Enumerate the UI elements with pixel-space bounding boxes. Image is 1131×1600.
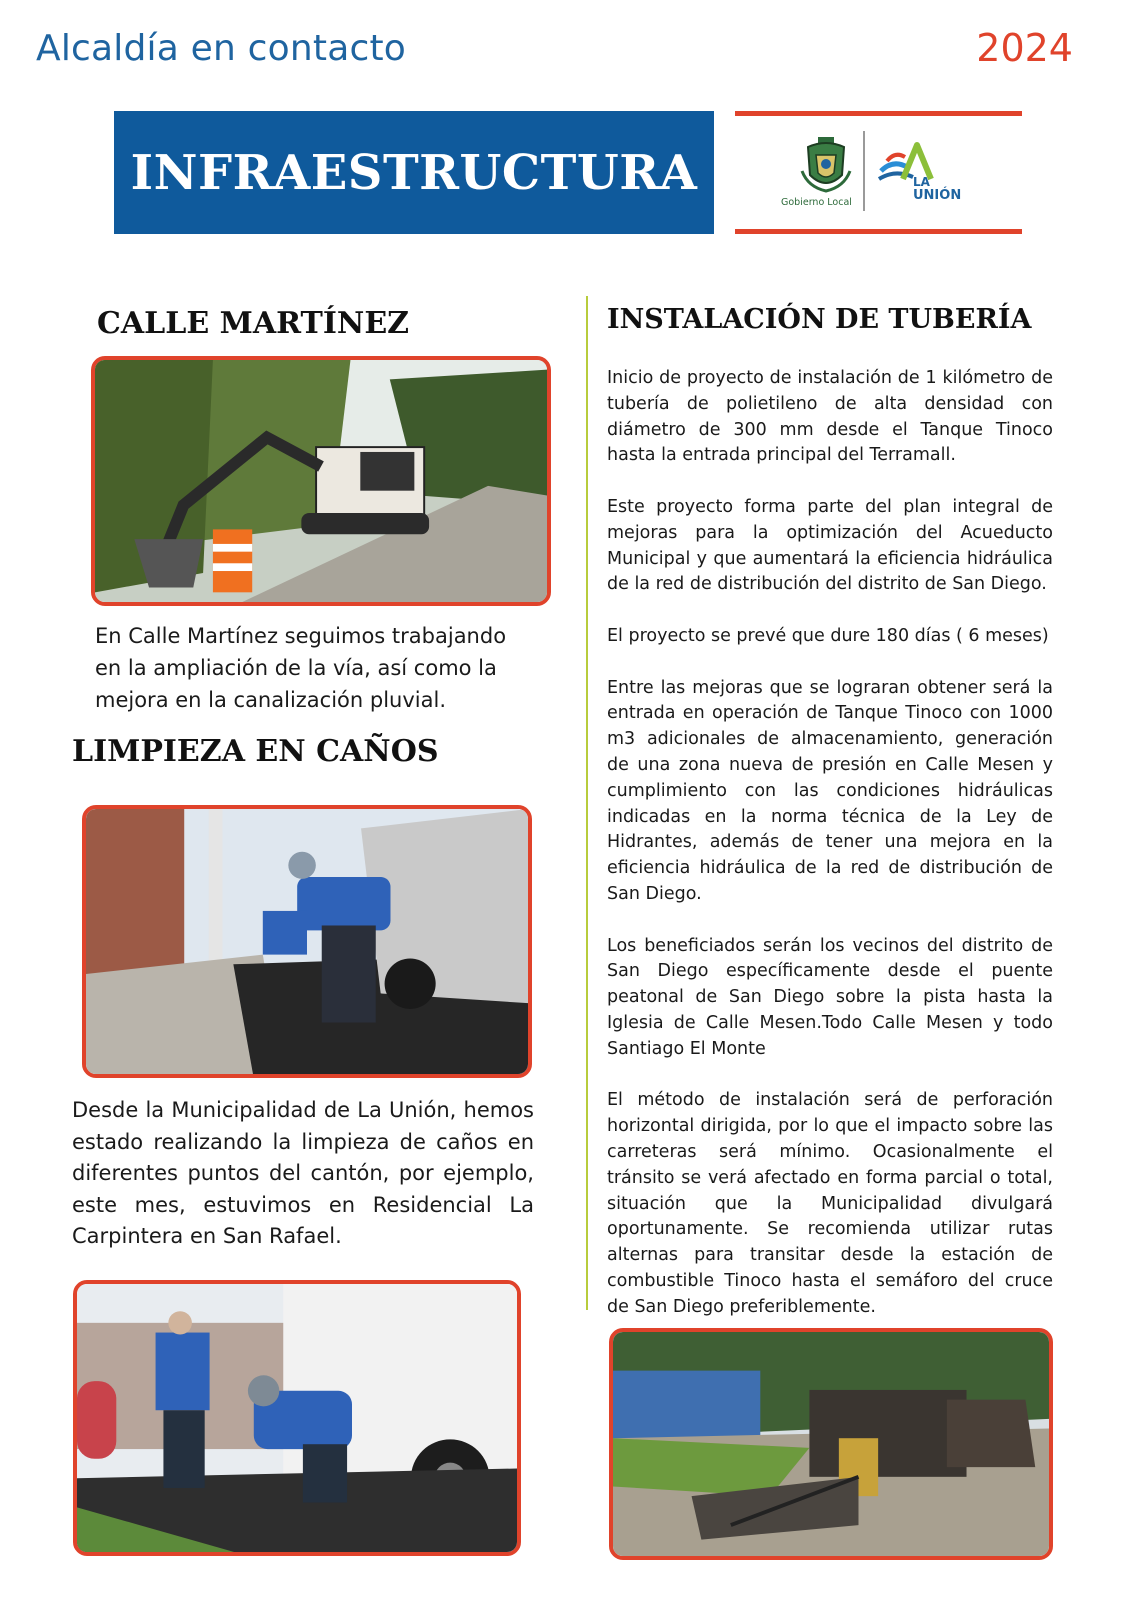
tuberia-paragraph: Este proyecto forma parte del plan integral de mejoras para la optimización del Acueducto Municipal y que aumentará la eficiencia hidráulica de la red de distribución del distrito de San Diego. [607,496,1053,595]
logo-box [735,111,1022,234]
workers-truck-photo [73,1280,521,1556]
logo-top-rule [735,111,1022,116]
tuberia-title: INSTALACIÓN DE TUBERÍA [607,304,1032,335]
publication-year: 2024 [976,26,1073,70]
tuberia-paragraph: Entre las mejoras que se lograran obtener será la entrada en operación de Tanque Tinoco con 1000 m3 adicionales de almacenamiento, generación de una zona nueva de presión en Calle Mesen y cumplimiento con las condiciones hidráulicas indicadas en la norma técnica de la Ley de Hidrantes, además de tener una mejora en la eficiencia hidráulica de la red de distribución de San Diego. [607,677,1053,904]
calle-martinez-text: En Calle Martínez seguimos trabajando en la ampliación de la vía, así como la mejora en la canalización pluvial. [95,624,507,712]
coat-of-arms-icon [798,135,854,195]
tuberia-paragraph: Inicio de proyecto de instalación de 1 kilómetro de tubería de polietileno de alta densidad con diámetro de 300 mm desde el Tanque Tinoco hasta la entrada principal del Terramall. [607,368,1053,466]
section-banner [114,111,714,234]
banner-title: INFRAESTRUCTURA [130,144,698,201]
drilling-machine-photo [609,1328,1053,1560]
tuberia-body [607,366,1053,1346]
excavator-photo [91,356,551,606]
tuberia-paragraph: Los beneficiados serán los vecinos del distrito de San Diego específicamente desde el puente peatonal de San Diego sobre la pista hasta la Iglesia de Calle Mesen.Todo Calle Mesen y todo Santiago El Monte [607,935,1053,1059]
logo-right-line2: UNIÓN [913,188,962,203]
tuberia-paragraph: El proyecto se prevé que dure 180 días ( 6 meses) [607,625,1049,646]
la-union-logo-icon [873,139,943,189]
logo-separator [863,131,865,211]
column-divider [586,296,588,1310]
publication-title: Alcaldía en contacto [36,28,406,69]
limpieza-title: LIMPIEZA EN CAÑOS [72,734,439,769]
workers-curb-photo [82,805,532,1078]
logo-left-caption: Gobierno Local [781,197,852,208]
limpieza-text: Desde la Municipalidad de La Unión, hemos estado realizando la limpieza de caños en diferentes puntos del cantón, por ejemplo, este mes, estuvimos en Residencial La Carpintera en San Rafael. [72,1098,534,1248]
logo-bottom-rule [735,229,1022,234]
tuberia-paragraph: El método de instalación será de perforación horizontal dirigida, por lo que el impacto sobre las carreteras será mínimo. Ocasionalmente el tránsito se verá afectado en forma parcial o total, situación que la Municipalidad divulgará oportunamente. Se recomienda utilizar rutas alternas para transitar desde la estación de combustible Tinoco hasta el semáforo del cruce de San Diego preferiblemente. [607,1090,1053,1317]
logo-right-line1: LA [913,175,930,189]
calle-martinez-title: CALLE MARTÍNEZ [97,306,410,341]
